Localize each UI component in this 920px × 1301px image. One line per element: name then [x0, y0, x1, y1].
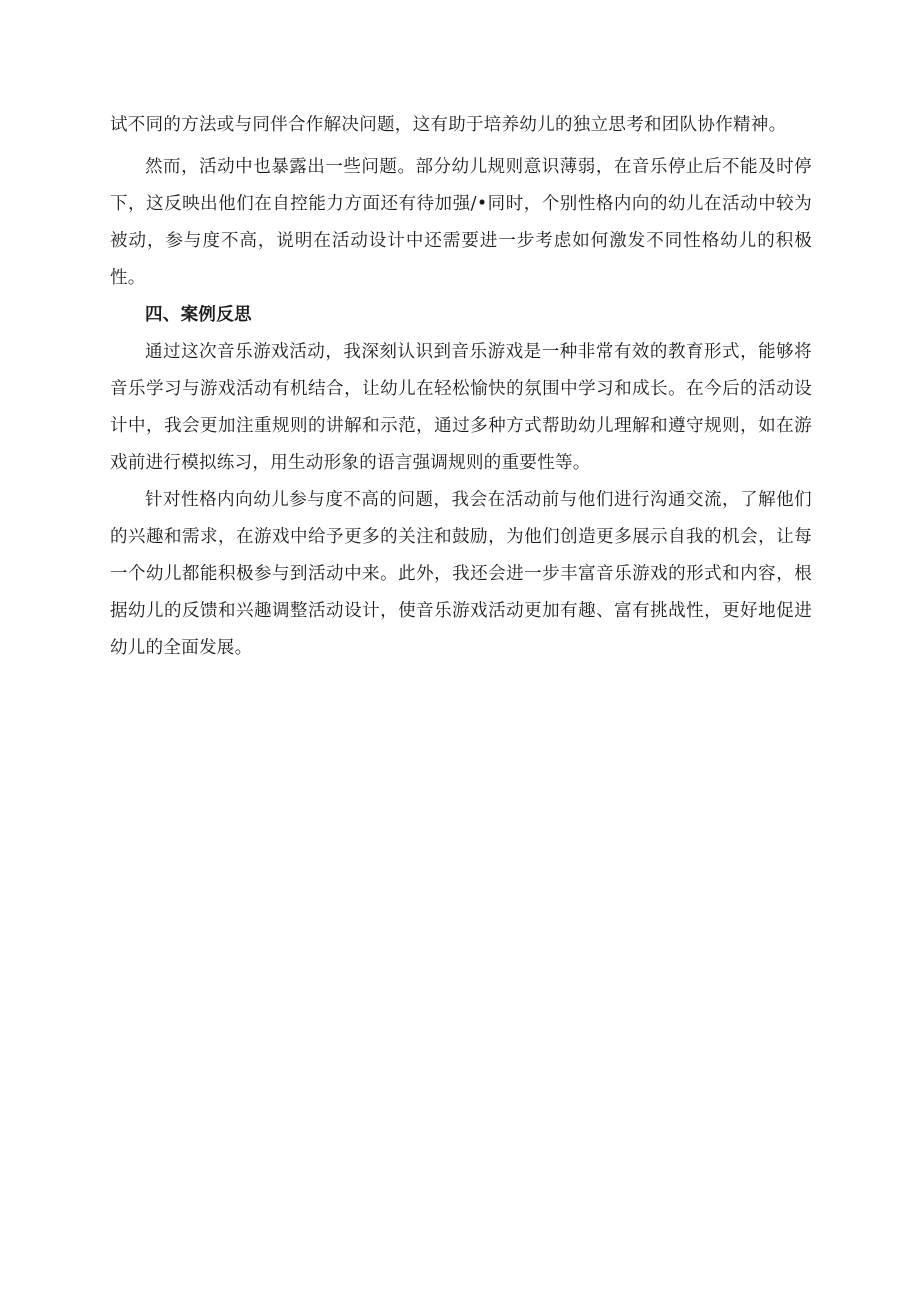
section-heading-case-reflection: 四、案例反思 [145, 305, 252, 325]
paragraph-reflection-2: 针对性格内向幼儿参与度不高的问题，我会在活动前与他们进行沟通交流，了解他们的兴趣和需求，在游戏中给予更多的关注和鼓励，为他们创造更多展示自我的机会，让每一个幼儿都能积极参与到活动中来。此外，我还会进一步丰富音乐游戏的形式和内容，根据幼儿的反馈和兴趣调整活动设计，使音乐游戏活动更加有趣、富有挑战性，更好地促进幼儿的全面发展。 [110, 490, 812, 658]
document-body [110, 112, 812, 667]
paragraph-problems: 然而，活动中也暴露出一些问题。部分幼儿规则意识薄弱，在音乐停止后不能及时停下，这反映出他们在自控能力方面还有待加强/•同时，个别性格内向的幼儿在活动中较为被动，参与度不高，说明在活动设计中还需要进一步考虑如何激发不同性格幼儿的积极性。 [110, 157, 812, 288]
paragraph-continuation: 试不同的方法或与同伴合作解决问题，这有助于培养幼儿的独立思考和团队协作精神。 [110, 115, 787, 135]
paragraph-reflection-1: 通过这次音乐游戏活动，我深刻认识到音乐游戏是一种非常有效的教育形式，能够将音乐学习与游戏活动有机结合，让幼儿在轻松愉快的氛围中学习和成长。在今后的活动设计中，我会更加注重规则的讲解和示范，通过多种方式帮助幼儿理解和遵守规则，如在游戏前进行模拟练习，用生动形象的语言强调规则的重要性等。 [110, 342, 812, 473]
